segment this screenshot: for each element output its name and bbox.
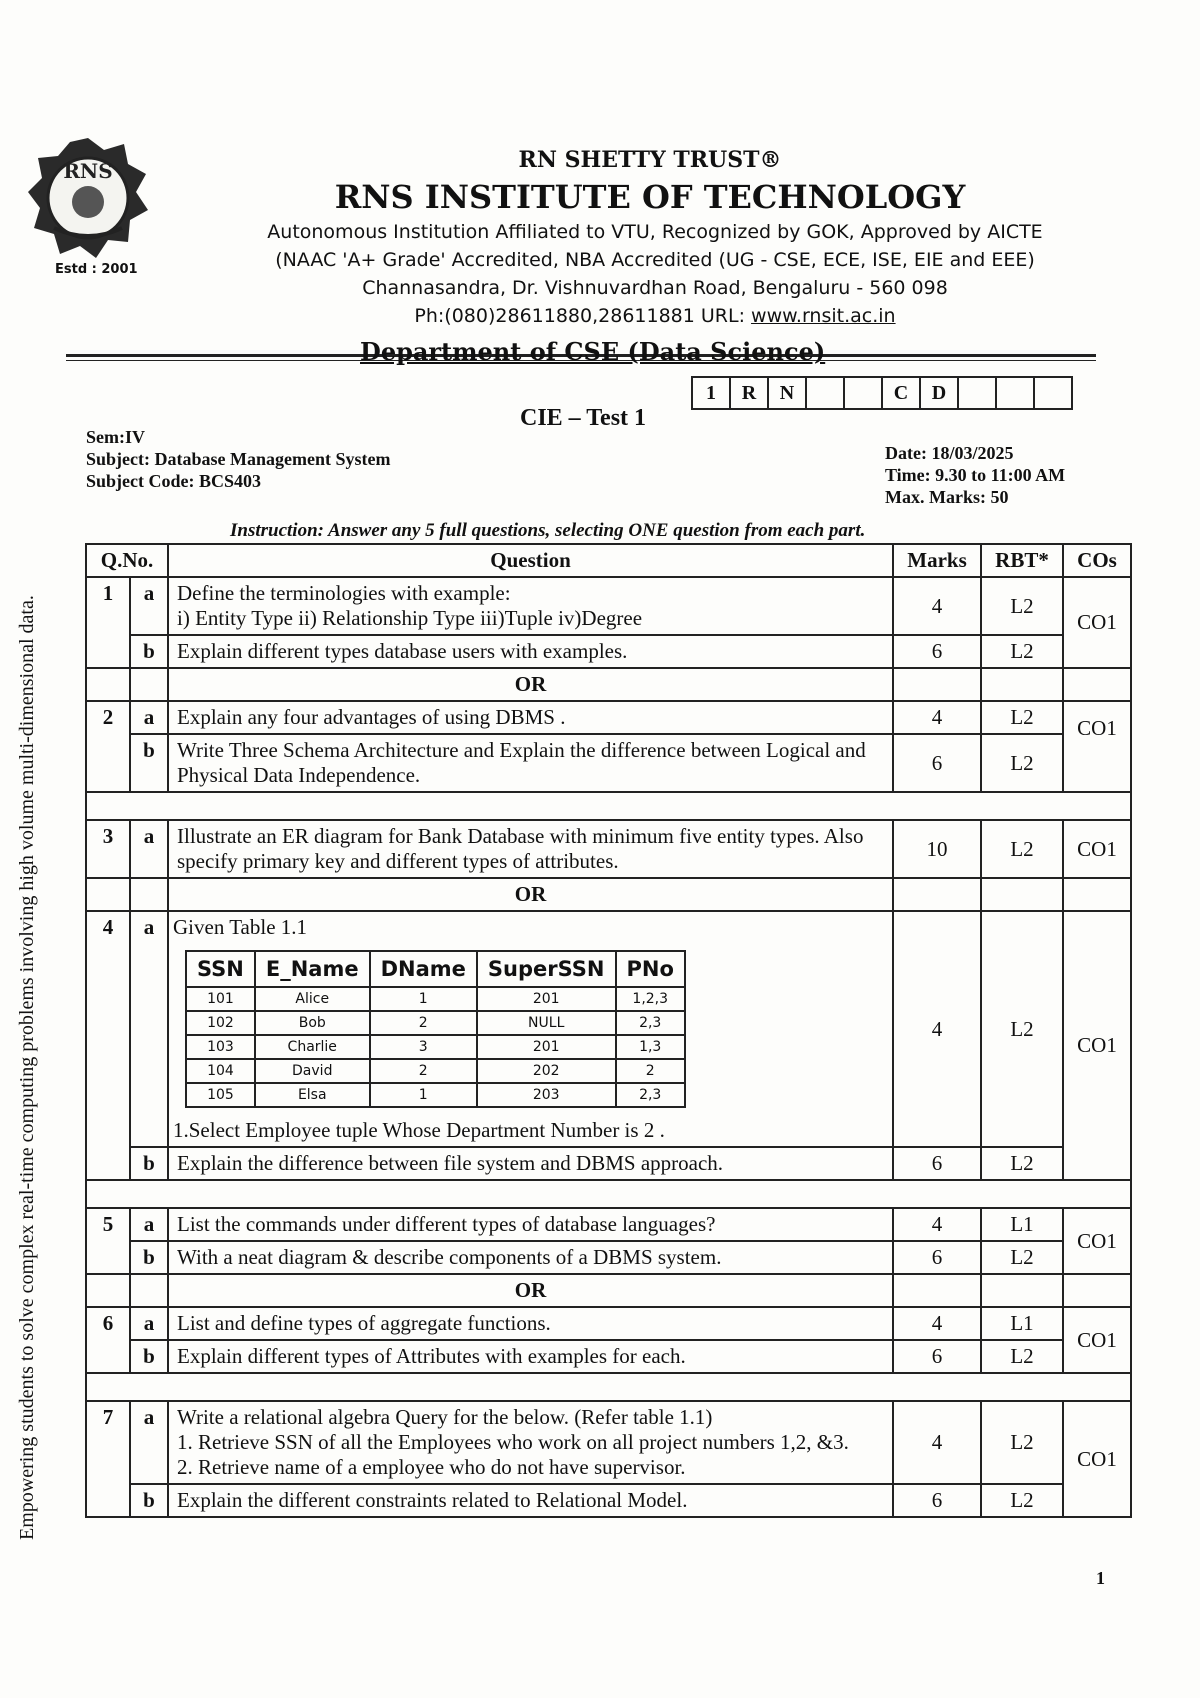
marks-cell: 6 (893, 1484, 981, 1517)
usn-box (1034, 377, 1072, 409)
subject-code: Subject Code: BCS403 (86, 471, 262, 491)
trust-name: RN SHETTY TRUST® (518, 147, 782, 173)
marks-cell: 10 (893, 820, 981, 878)
co-cell: CO1 (1063, 911, 1131, 1180)
table-row (86, 1241, 1131, 1274)
marks-cell: 4 (893, 1307, 981, 1340)
question-text-line: Define the terminologies with example: (177, 581, 511, 605)
question-text: List and define types of aggregate functions. (168, 1307, 893, 1340)
table-row (86, 577, 1131, 635)
marks-cell: 6 (893, 1241, 981, 1274)
question-text: List the commands under different types of database languages? (168, 1208, 893, 1241)
cell: 201 (477, 1035, 616, 1059)
question-table (85, 543, 1132, 1518)
rbt-cell: L2 (981, 1401, 1063, 1484)
cell: 1,3 (616, 1035, 685, 1059)
cell: 201 (477, 987, 616, 1011)
table-row (86, 734, 1131, 792)
col-dname: DName (370, 951, 477, 987)
usn-box (958, 377, 996, 409)
affiliation-line: Autonomous Institution Affiliated to VTU, Recognized by GOK, Approved by AICTE (267, 221, 1043, 243)
co-cell: CO1 (1063, 577, 1131, 668)
usn-box (844, 377, 882, 409)
question-text (168, 911, 893, 1147)
exam-time: Time: 9.30 to 11:00 AM (885, 465, 1066, 485)
table-1-1 (185, 950, 686, 1108)
marks-cell: 6 (893, 635, 981, 668)
question-text-line: Write a relational algebra Query for the below. (Refer table 1.1) (177, 1405, 713, 1429)
question-text: Explain the different constraints related to Relational Model. (168, 1484, 893, 1517)
question-number: 5 (86, 1208, 130, 1274)
table-row (86, 820, 1131, 878)
max-marks: Max. Marks: 50 (885, 487, 1009, 507)
usn-box: N (768, 377, 806, 409)
question-text-line: 2. Retrieve name of a employee who do not have supervisor. (177, 1455, 686, 1479)
question-number: 6 (86, 1307, 130, 1373)
col-pno: PNo (616, 951, 685, 987)
question-text: Explain different types of Attributes with examples for each. (168, 1340, 893, 1373)
co-cell: CO1 (1063, 820, 1131, 878)
cell: 3 (370, 1035, 477, 1059)
question-number: 2 (86, 701, 130, 792)
usn-box: C (882, 377, 920, 409)
table-row (186, 1011, 685, 1035)
qno-header: Q.No. (86, 544, 168, 577)
cell: 101 (186, 987, 255, 1011)
sub-question-label: a (130, 911, 168, 1147)
table-row (186, 1083, 685, 1107)
sub-question-label: a (130, 1208, 168, 1241)
table-row (86, 701, 1131, 734)
website-link[interactable]: www.rnsit.ac.in (751, 305, 896, 327)
table-header-row (86, 544, 1131, 577)
sub-question-label: b (130, 1147, 168, 1180)
marks-cell: 6 (893, 1147, 981, 1180)
table-row (86, 1484, 1131, 1517)
rbt-cell: L2 (981, 1340, 1063, 1373)
usn-box (996, 377, 1034, 409)
cell: 203 (477, 1083, 616, 1107)
question-header: Question (168, 544, 893, 577)
question-text (168, 1401, 893, 1484)
rbt-header: RBT* (981, 544, 1063, 577)
sub-question-label: a (130, 1307, 168, 1340)
question-text: Write Three Schema Architecture and Explain the difference between Logical and Physical Data Independence. (168, 734, 893, 792)
table-row (86, 1340, 1131, 1373)
cell: 1 (370, 1083, 477, 1107)
sub-question-label: a (130, 1401, 168, 1484)
question-text-line: 1.Select Employee tuple Whose Department Number is 2 . (173, 1118, 665, 1142)
rbt-cell: L2 (981, 820, 1063, 878)
cell: David (255, 1059, 370, 1083)
usn-boxes (691, 376, 1073, 410)
usn-box (806, 377, 844, 409)
department-title: Department of CSE (Data Science) (360, 337, 826, 366)
sub-question-label: b (130, 734, 168, 792)
usn-box: R (730, 377, 768, 409)
cell: 104 (186, 1059, 255, 1083)
cell: 2 (616, 1059, 685, 1083)
question-number: 7 (86, 1401, 130, 1517)
marks-cell: 4 (893, 1401, 981, 1484)
semester: Sem:IV (86, 427, 145, 447)
table-row (86, 911, 1131, 1147)
sub-question-label: a (130, 820, 168, 878)
address-line: Channasandra, Dr. Vishnuvardhan Road, Bengaluru - 560 098 (362, 277, 948, 299)
cell: 2,3 (616, 1011, 685, 1035)
instruction: Instruction: Answer any 5 full questions, selecting ONE question from each part. (230, 520, 866, 541)
col-ssn: SSN (186, 951, 255, 987)
cos-header: COs (1063, 544, 1131, 577)
cell: NULL (477, 1011, 616, 1035)
accreditation-line: (NAAC 'A+ Grade' Accredited, NBA Accredited (UG - CSE, ECE, ISE, EIE and EEE) (275, 249, 1035, 271)
table-row (186, 1059, 685, 1083)
spacer-row (86, 1180, 1131, 1208)
exam-details (885, 442, 1065, 508)
question-text: Explain the difference between file system and DBMS approach. (168, 1147, 893, 1180)
co-cell: CO1 (1063, 1401, 1131, 1517)
marks-cell: 4 (893, 911, 981, 1147)
cell: Alice (255, 987, 370, 1011)
rbt-cell: L1 (981, 1307, 1063, 1340)
question-text-line: Given Table 1.1 (173, 915, 308, 939)
cell: 202 (477, 1059, 616, 1083)
marks-cell: 4 (893, 577, 981, 635)
rbt-cell: L2 (981, 1484, 1063, 1517)
rbt-cell: L2 (981, 701, 1063, 734)
rbt-cell: L2 (981, 635, 1063, 668)
table-row (86, 1147, 1131, 1180)
cell: Bob (255, 1011, 370, 1035)
table-row (86, 635, 1131, 668)
cell: 1,2,3 (616, 987, 685, 1011)
rbt-cell: L2 (981, 734, 1063, 792)
question-number: 4 (86, 911, 130, 1180)
or-row (86, 878, 1131, 911)
spacer-row (86, 792, 1131, 820)
question-text: Explain any four advantages of using DBMS . (168, 701, 893, 734)
usn-box: 1 (692, 377, 730, 409)
rbt-cell: L2 (981, 1241, 1063, 1274)
table-row (86, 1401, 1131, 1484)
question-text: With a neat diagram & describe components of a DBMS system. (168, 1241, 893, 1274)
marks-cell: 6 (893, 734, 981, 792)
cell: 103 (186, 1035, 255, 1059)
sub-question-label: b (130, 1484, 168, 1517)
cell: 2 (370, 1011, 477, 1035)
question-text-line: 1. Retrieve SSN of all the Employees who work on all project numbers 1,2, &3. (177, 1430, 849, 1454)
exam-date: Date: 18/03/2025 (885, 443, 1014, 463)
exam-title: CIE – Test 1 (520, 405, 647, 431)
sub-question-label: b (130, 1241, 168, 1274)
vision-statement: Empowering students to solve complex real-time computing problems involving high volume multi-dimensional data. (16, 595, 38, 1540)
col-superssn: SuperSSN (477, 951, 616, 987)
or-row (86, 1274, 1131, 1307)
cell: 2 (370, 1059, 477, 1083)
course-details (86, 426, 390, 492)
svg-text:RNS: RNS (63, 159, 113, 183)
or-divider: OR (168, 878, 893, 911)
co-cell: CO1 (1063, 1307, 1131, 1373)
cell: 1 (370, 987, 477, 1011)
table-row (186, 1035, 685, 1059)
marks-header: Marks (893, 544, 981, 577)
table-row (86, 1208, 1131, 1241)
contact-line (215, 305, 1095, 327)
or-divider: OR (168, 668, 893, 701)
cell: 2,3 (616, 1083, 685, 1107)
sub-question-label: b (130, 1340, 168, 1373)
marks-cell: 4 (893, 1208, 981, 1241)
page-number: 1 (1096, 1568, 1105, 1588)
phone-text: Ph:(080)28611880,28611881 URL: (414, 305, 752, 327)
marks-cell: 6 (893, 1340, 981, 1373)
sub-question-label: a (130, 701, 168, 734)
cell: Charlie (255, 1035, 370, 1059)
rbt-cell: L1 (981, 1208, 1063, 1241)
institute-name: RNS INSTITUTE OF TECHNOLOGY (334, 178, 966, 216)
rbt-cell: L2 (981, 1147, 1063, 1180)
table-1-1-header (186, 951, 685, 987)
cell: 105 (186, 1083, 255, 1107)
table-row (186, 987, 685, 1011)
rbt-cell: L2 (981, 577, 1063, 635)
marks-cell: 4 (893, 701, 981, 734)
subject-name: Subject: Database Management System (86, 449, 391, 469)
question-number: 1 (86, 577, 130, 668)
question-text: Illustrate an ER diagram for Bank Database with minimum five entity types. Also specify primary key and different types of attributes. (168, 820, 893, 878)
question-text (168, 577, 893, 635)
spacer-row (86, 1373, 1131, 1401)
co-cell: CO1 (1063, 701, 1131, 792)
cell: Elsa (255, 1083, 370, 1107)
rbt-cell: L2 (981, 911, 1063, 1147)
co-cell: CO1 (1063, 1208, 1131, 1274)
cell: 102 (186, 1011, 255, 1035)
or-row (86, 668, 1131, 701)
question-text-line: i) Entity Type ii) Relationship Type iii)Tuple iv)Degree (177, 606, 643, 630)
or-divider: OR (168, 1274, 893, 1307)
question-text: Explain different types database users with examples. (168, 635, 893, 668)
table-row (86, 1307, 1131, 1340)
usn-box: D (920, 377, 958, 409)
sub-question-label: a (130, 577, 168, 635)
established-year: Estd : 2001 (55, 262, 138, 277)
question-number: 3 (86, 820, 130, 878)
col-ename: E_Name (255, 951, 370, 987)
sub-question-label: b (130, 635, 168, 668)
